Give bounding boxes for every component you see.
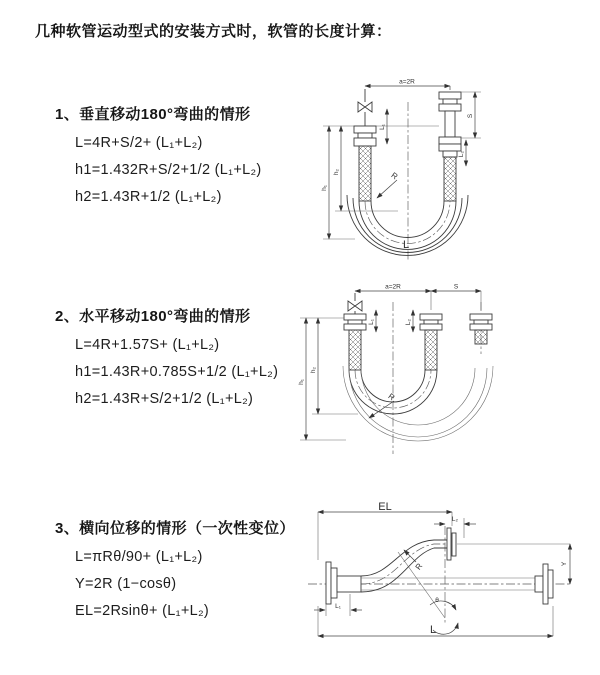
dim-label-a2r: a=2R [385, 283, 401, 291]
dim-label-l2: L₂ [458, 150, 465, 158]
dim-label-s: S [467, 113, 474, 119]
dim-label-h2: h₂ [333, 168, 340, 176]
left-hose-fitting [354, 126, 376, 201]
radius-label: R [413, 561, 425, 572]
angle-label: θ [435, 597, 439, 604]
radius-angle [398, 552, 458, 634]
left-hose-fitting [344, 314, 366, 370]
valve-icon [348, 293, 362, 314]
formula: h2=1.43R+1/2 (L₁+L₂) [75, 189, 222, 205]
dim-label-h1: h₁ [298, 379, 305, 385]
right-hose-fitting [470, 314, 492, 344]
dimension-s [431, 284, 481, 311]
dim-label-h1: h₁ [321, 185, 328, 191]
dim-label-a2r: a=2R [399, 78, 415, 86]
dim-label-s: S [453, 283, 459, 291]
hose-u-bend-moved [343, 366, 493, 441]
lateral-displacement-drawing [300, 500, 590, 648]
formula: L=πRθ/90+ (L₁+L₂) [75, 549, 203, 565]
section-1-heading: 1、垂直移动180°弯曲的情形 [55, 106, 251, 123]
formula: h1=1.432R+S/2+1/2 (L₁+L₂) [75, 162, 262, 178]
dimension-l1 [379, 109, 387, 144]
dim-label-y: Y [561, 561, 568, 567]
left-flange [326, 562, 361, 604]
section-3-heading: 3、横向位移的情形（一次性变位） [55, 520, 295, 537]
vertical-bend-drawing [303, 76, 585, 268]
dim-label-l1: L₁ [379, 124, 386, 130]
section-3-formulas [55, 544, 295, 625]
right-hose-fitting [439, 92, 461, 201]
middle-hose-fitting [420, 314, 442, 370]
formula: L=4R+S/2+ (L₁+L₂) [75, 135, 203, 151]
dimension-s [461, 92, 481, 138]
dimension-l1 [368, 310, 376, 332]
dimension-l [318, 606, 553, 636]
section-1 [55, 103, 262, 211]
section-1-formulas [55, 130, 262, 211]
page-title: 几种软管运动型式的安装方式时，软管的长度计算： [35, 23, 392, 40]
formula: h1=1.43R+0.785S+1/2 (L₁+L₂) [75, 364, 279, 380]
dimension-a2r [365, 79, 450, 91]
top-flange [447, 528, 456, 560]
dim-label-l1: L₁ [368, 319, 375, 325]
dimension-el [318, 501, 452, 560]
diagram-lateral-displacement [300, 500, 590, 653]
radius-label: R [389, 170, 400, 182]
dim-label-l: L [429, 624, 437, 636]
dimension-a2r [355, 284, 431, 292]
radius-label: R [386, 391, 397, 403]
diagram-vertical-movement [303, 76, 585, 273]
dimension-h1 [321, 126, 355, 239]
formula: Y=2R (1−cosθ) [75, 576, 177, 592]
dimension-l2 [405, 310, 413, 332]
dim-label-l2: L₂ [405, 318, 412, 326]
dim-label-h2: h₂ [310, 366, 317, 374]
section-3 [55, 517, 295, 625]
dim-label-l1: L₁ [335, 603, 341, 610]
formula: L=4R+1.57S+ (L₁+L₂) [75, 337, 220, 353]
diagram-horizontal-movement [298, 282, 592, 465]
section-2 [55, 305, 278, 413]
radius-callout [377, 171, 400, 198]
section-2-formulas [55, 332, 278, 413]
section-2-heading: 2、水平移动180°弯曲的情形 [55, 308, 251, 325]
dimension-h1 [298, 318, 346, 440]
formula: h2=1.43R+S/2+1/2 (L₁+L₂) [75, 391, 254, 407]
dim-label-el: EL [378, 501, 392, 513]
formula: EL=2Rsinθ+ (L₁+L₂) [75, 603, 210, 619]
length-label: L [402, 239, 410, 251]
valve-icon [358, 89, 372, 126]
dimension-l1 [314, 594, 362, 616]
dim-label-l2: L₂ [451, 516, 459, 523]
horizontal-bend-drawing [298, 282, 592, 460]
